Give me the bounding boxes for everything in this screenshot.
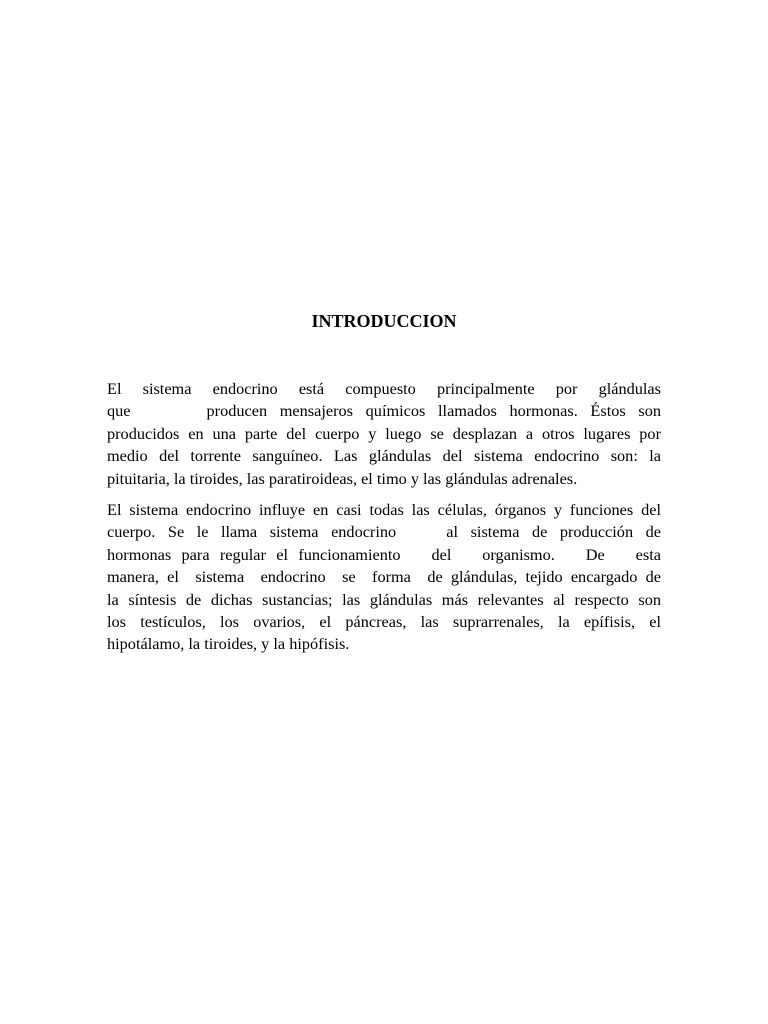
paragraph-2 <box>107 499 661 656</box>
text-line: cuerpo. Se le llama sistema endocrino al sistema de producción de <box>107 522 661 542</box>
page-title: INTRODUCCION <box>311 311 457 331</box>
text-line: manera, el sistema endocrino se forma de glándulas, tejido encargado de <box>107 567 661 587</box>
text-line: El sistema endocrino influye en casi todas las células, órganos y funciones del <box>107 499 661 519</box>
body-text <box>107 378 661 656</box>
text-line: los testículos, los ovarios, el páncreas, las suprarrenales, la epífisis, el <box>107 611 661 631</box>
text-line: que producen mensajeros químicos llamados hormonas. Éstos son <box>107 401 661 421</box>
text-line: medio del torrente sanguíneo. Las glándulas del sistema endocrino son: la <box>107 446 661 466</box>
paragraph-1 <box>107 378 661 490</box>
text-line: la síntesis de dichas sustancias; las glándulas más relevantes al respecto son <box>107 589 661 609</box>
text-line: pituitaria, la tiroides, las paratiroideas, el timo y las glándulas adrenales. <box>107 468 578 488</box>
text-line: El sistema endocrino está compuesto principalmente por glándulas <box>107 379 661 398</box>
text-line: hormonas para regular el funcionamiento del organismo. De esta <box>107 544 661 564</box>
text-line: hipotálamo, la tiroides, y la hipófisis. <box>107 634 350 654</box>
text-line: producidos en una parte del cuerpo y luego se desplazan a otros lugares por <box>107 423 661 443</box>
